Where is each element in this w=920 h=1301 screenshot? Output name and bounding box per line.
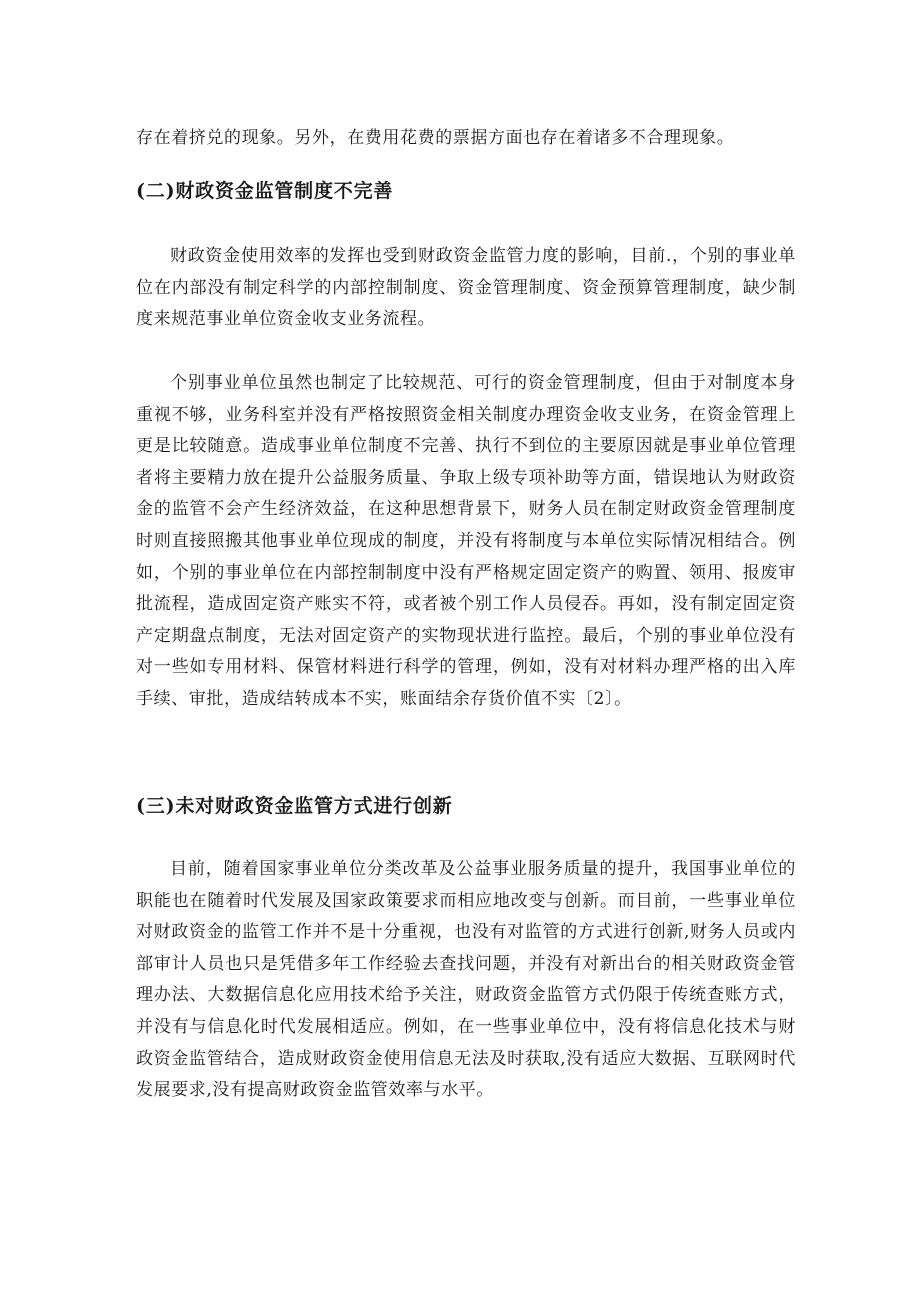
section-two-heading: (二)财政资金监管制度不完善 xyxy=(136,180,394,202)
section-three-heading: (三)未对财政资金监管方式进行创新 xyxy=(136,795,453,817)
intro-paragraph: 存在着挤兑的现象。另外，在费用花费的票据方面也存在着诸多不合理现象。 xyxy=(136,128,735,148)
section-two-paragraph-1: 财政资金使用效率的发挥也受到财政资金监管力度的影响，目前.，个别的事业单位在内部没有制定科学的内部控制制度、资金管理制度、资金预算管理制度，缺少制度来规范事业单位资金收支业务流程。 xyxy=(136,246,796,330)
section-three-paragraph-1: 目前，随着国家事业单位分类改革及公益事业服务质量的提升，我国事业单位的职能也在随着时代发展及国家政策要求而相应地改变与创新。而目前，一些事业单位对财政资金的监管工作并不是十分重视，也没有对监管的方式进行创新,财务人员或内部审计人员也只是凭借多年工作经验去查找问题，并没有对新出台的相关财政资金管理办法、大数据信息化应用技术给予关注，财政资金监管方式仍限于传统查账方式，并没有与信息化时代发展相适应。例如，在一些事业单位中，没有将信息化技术与财政资金监管结合，造成财政资金使用信息无法及时获取,没有适应大数据、互联网时代发展要求,没有提高财政资金监管效率与水平。 xyxy=(136,859,796,1101)
section-two-paragraph-2: 个别事业单位虽然也制定了比较规范、可行的资金管理制度，但由于对制度本身重视不够，业务科室并没有严格按照资金相关制度办理资金收支业务，在资金管理上更是比较随意。造成事业单位制度不完善、执行不到位的主要原因就是事业单位管理者将主要精力放在提升公益服务质量、争取上级专项补助等方面，错误地认为财政资金的监管不会产生经济效益，在这种思想背景下，财务人员在制定财政资金管理制度时则直接照搬其他事业单位现成的制度，并没有将制度与本单位实际情况相结合。例如，个别的事业单位在内部控制制度中没有严格规定固定资产的购置、领用、报废审批流程，造成固定资产账实不符，或者被个别工作人员侵吞。再如，没有制定固定资产定期盘点制度，无法对固定资产的实物现状进行监控。最后，个别的事业单位没有对一些如专用材料、保管材料进行科学的管理，例如，没有对材料办理严格的出入库手续、审批，造成结转成本不实，账面结余存货价值不实〔2〕。 xyxy=(136,373,796,709)
